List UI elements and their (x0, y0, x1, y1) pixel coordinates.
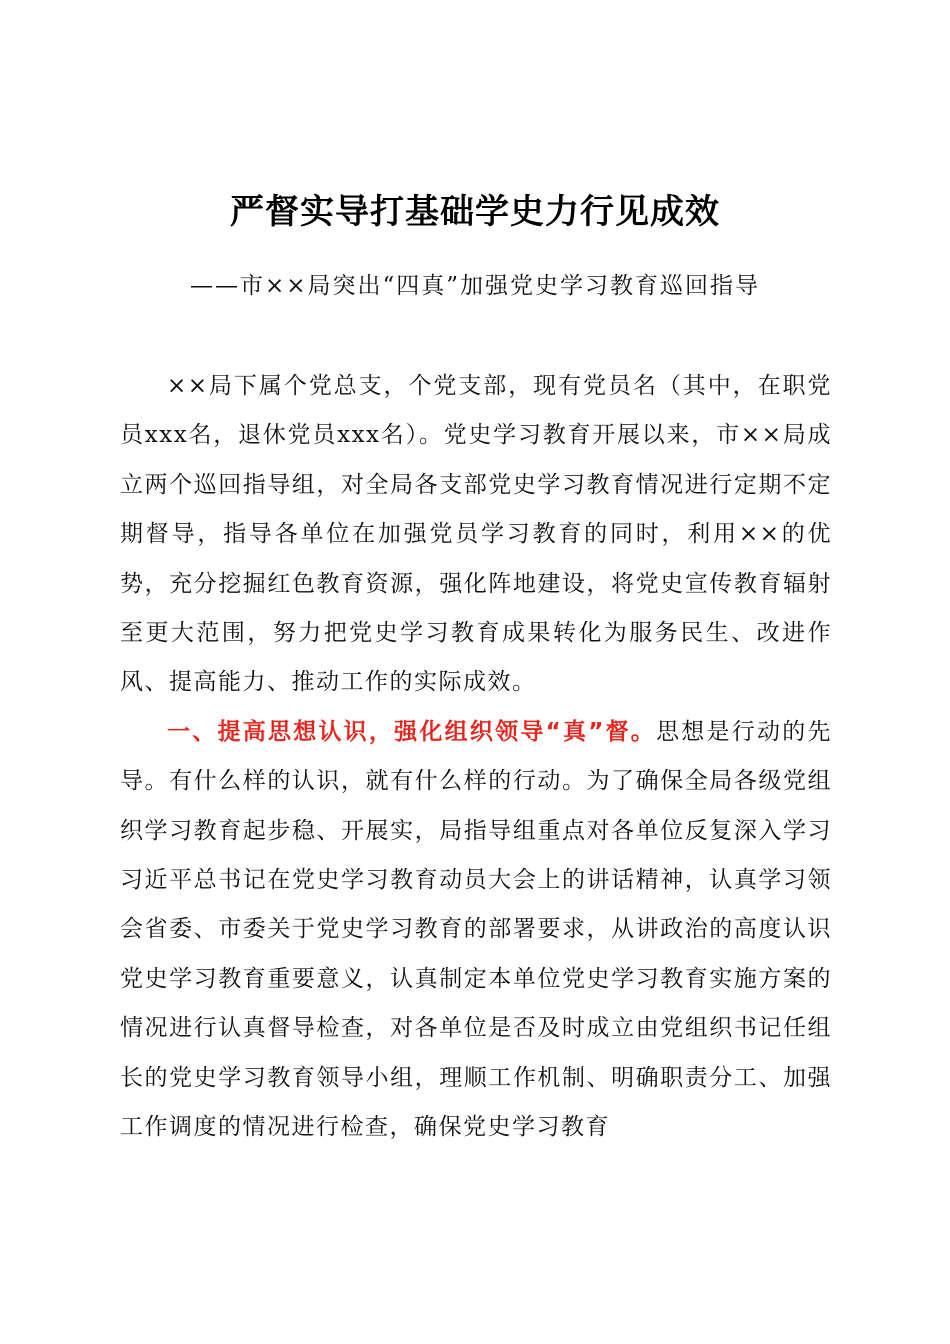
paragraph-section-one (120, 708, 832, 1153)
section-one-heading: 一、提高思想认识，强化组织领导“真”督。 (167, 718, 657, 745)
section-one-text: 思想是行动的先导。有什么样的认识，就有什么样的行动。为了确保全局各级党组织学习教育起步稳、开展实，局指导组重点对各单位反复深入学习习近平总书记在党史学习教育动员大会上的讲话精神，认真学习领会省委、市委关于党史学习教育的部署要求，从讲政治的高度认识党史学习教育重要意义，认真制定本单位党史学习教育实施方案的情况进行认真督导检查，对各单位是否及时成立由党组织书记任组长的党史学习教育领导小组，理顺工作机制、明确职责分工、加强工作调度的情况进行检查，确保党史学习教育 (120, 718, 833, 1141)
paragraph-intro-text: ××局下属个党总支，个党支部，现有党员名（其中，在职党员xxx名，退休党员xxx名）。党史学习教育开展以来，市××局成立两个巡回指导组，对全局各支部党史学习教育情况进行定期不定期督导，指导各单位在加强党员学习教育的同时，利用××的优势，充分挖掘红色教育资源，强化阵地建设，将党史宣传教育辐射至更大范围，努力把党史学习教育成果转化为服务民生、改进作风、提高能力、推动工作的实际成效。 (120, 373, 832, 696)
document-title: 严督实导打基础学史力行见成效 (230, 192, 720, 232)
paragraph-intro (120, 362, 832, 708)
document-subtitle: ——市××局突出“四真”加强党史学习教育巡回指导 (189, 273, 761, 299)
document-body (120, 362, 832, 1153)
